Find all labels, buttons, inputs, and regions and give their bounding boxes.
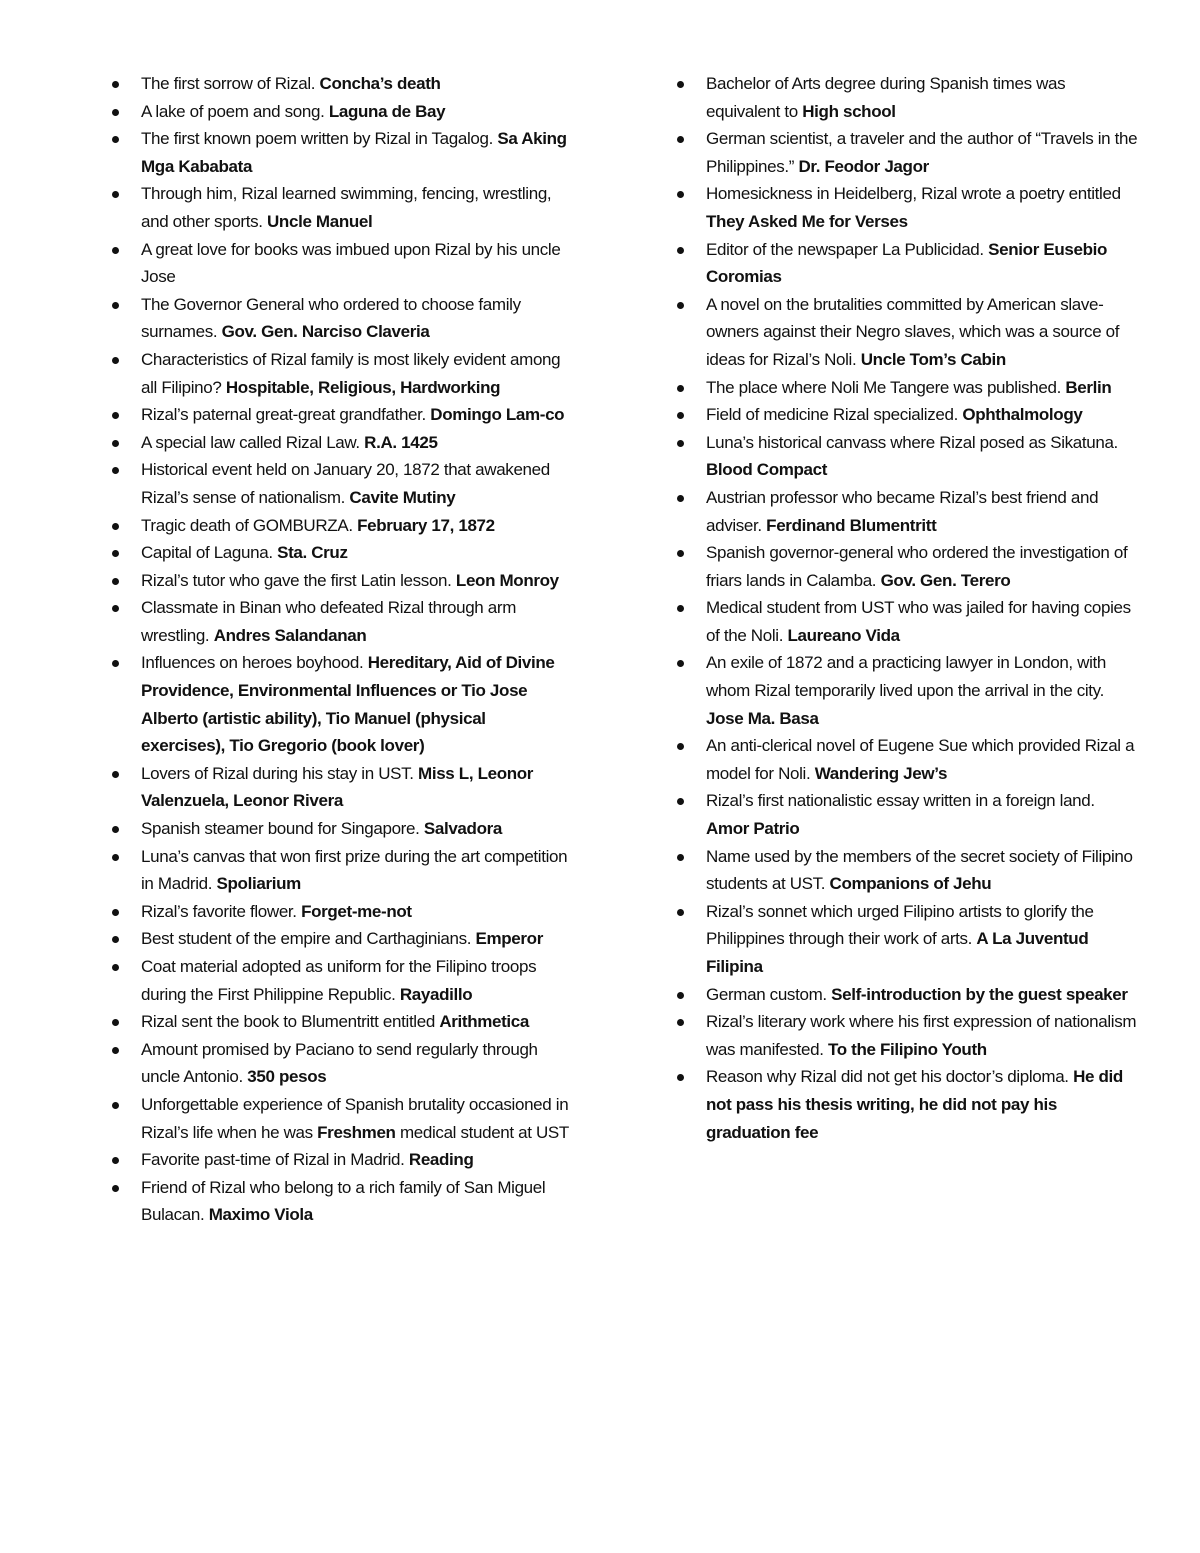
question-text: Bachelor of Arts degree during Spanish times was equivalent to bbox=[706, 74, 1066, 121]
answer-text: Self-introduction by the guest speaker bbox=[831, 984, 1128, 1004]
answer-text: Domingo Lam-co bbox=[430, 405, 565, 425]
bullet-icon bbox=[677, 798, 684, 805]
bullet-icon bbox=[112, 936, 119, 943]
question-text: Rizal’s sonnet which urged Filipino artists to glorify the Philippines through their work of arts. bbox=[706, 901, 1094, 949]
bullet-icon bbox=[112, 578, 119, 585]
bullet-icon bbox=[677, 191, 684, 198]
bullet-icon bbox=[677, 247, 684, 254]
question-text: A lake of poem and song. bbox=[141, 101, 325, 121]
bullet-icon bbox=[112, 964, 119, 971]
answer-text: Emperor bbox=[475, 929, 543, 949]
list-item bbox=[677, 1008, 1139, 1063]
question-text: A special law called Rizal Law. bbox=[141, 432, 360, 452]
question-text: Rizal’s first nationalistic essay written in a foreign land. bbox=[706, 791, 1095, 811]
question-text: Historical event held on January 20, 1872 that awakened Rizal’s sense of nationalism. bbox=[141, 460, 550, 507]
question-text-continued: medical student at UST bbox=[399, 1122, 569, 1142]
list-item bbox=[112, 70, 574, 98]
answer-text: February 17, 1872 bbox=[357, 515, 495, 535]
bullet-icon bbox=[112, 1185, 119, 1192]
answer-text: R.A. 1425 bbox=[364, 432, 438, 452]
question-text: The place where Noli Me Tangere was published. bbox=[706, 377, 1061, 397]
list-item bbox=[677, 594, 1139, 649]
answer-text: Rayadillo bbox=[399, 984, 473, 1004]
answer-text: Amor Patrio bbox=[706, 819, 800, 839]
list-item bbox=[677, 787, 1139, 842]
list-item bbox=[112, 649, 574, 759]
answer-text: To the Filipino Youth bbox=[827, 1039, 987, 1059]
list-item bbox=[112, 512, 574, 540]
bullet-icon bbox=[677, 385, 684, 392]
list-item bbox=[677, 484, 1139, 539]
list-item bbox=[112, 1008, 574, 1036]
question-text: Amount promised by Paciano to send regularly through uncle Antonio. bbox=[141, 1039, 538, 1087]
bullet-icon bbox=[677, 550, 684, 557]
bullet-icon bbox=[112, 909, 119, 916]
question-text: The first sorrow of Rizal. bbox=[141, 74, 316, 93]
bullet-icon bbox=[677, 605, 684, 612]
bullet-icon bbox=[112, 191, 119, 198]
question-text: Austrian professor who became Rizal’s best friend and adviser. bbox=[706, 487, 1099, 535]
list-item bbox=[677, 898, 1139, 981]
list-item bbox=[677, 981, 1139, 1009]
question-text: A novel on the brutalities committed by American slave-owners against their Negro slaves, which was a source of ideas for Rizal’s Noli. bbox=[706, 294, 1120, 369]
bullet-icon bbox=[112, 854, 119, 861]
list-item bbox=[677, 1063, 1139, 1146]
list-item bbox=[112, 291, 574, 346]
question-text: Lovers of Rizal during his stay in UST. bbox=[141, 763, 414, 783]
list-item bbox=[677, 236, 1139, 291]
bullet-icon bbox=[677, 909, 684, 916]
list-item bbox=[677, 125, 1139, 180]
answer-text: Gov. Gen. Narciso Claveria bbox=[221, 322, 430, 342]
bullet-icon bbox=[112, 1157, 119, 1164]
question-text: Homesickness in Heidelberg, Rizal wrote a poetry entitled bbox=[706, 184, 1121, 204]
answer-text: Arithmetica bbox=[439, 1012, 530, 1032]
question-text: Unforgettable experience of Spanish brutality occasioned in Rizal’s life when he was bbox=[141, 1094, 569, 1142]
answer-text: Ophthalmology bbox=[962, 405, 1083, 425]
question-text: Tragic death of GOMBURZA. bbox=[141, 515, 353, 535]
bullet-icon bbox=[112, 136, 119, 143]
answer-text: 350 pesos bbox=[247, 1067, 327, 1087]
question-text: Rizal’s favorite flower. bbox=[141, 901, 297, 921]
list-item bbox=[677, 291, 1139, 374]
list-item bbox=[112, 346, 574, 401]
bullet-icon bbox=[112, 660, 119, 667]
bullet-icon bbox=[112, 1102, 119, 1109]
bullet-icon bbox=[112, 550, 119, 557]
question-text: The first known poem written by Rizal in Tagalog. bbox=[141, 129, 493, 149]
question-text: Classmate in Binan who defeated Rizal through arm wrestling. bbox=[141, 598, 517, 645]
question-text: The Governor General who ordered to choose family surnames. bbox=[141, 294, 521, 342]
list-item bbox=[112, 898, 574, 926]
answer-text: Cavite Mutiny bbox=[349, 487, 456, 507]
question-text: An exile of 1872 and a practicing lawyer in London, with whom Rizal temporarily lived upon the arrival in the city. bbox=[706, 653, 1106, 701]
list-item bbox=[677, 843, 1139, 898]
list-item bbox=[112, 925, 574, 953]
list-item bbox=[112, 843, 574, 898]
question-text: Influences on heroes boyhood. bbox=[141, 653, 364, 673]
list-item bbox=[677, 732, 1139, 787]
answer-text: Blood Compact bbox=[706, 460, 828, 480]
list-item bbox=[677, 70, 1139, 125]
list-item bbox=[112, 236, 574, 291]
answer-text: Forget-me-not bbox=[301, 901, 412, 921]
answer-text: Hereditary, Aid of Divine Providence, Environmental Influences or Tio Jose Alberto (artistic ability), Tio Manuel (physical exercises), Tio Gregorio (book lover) bbox=[141, 653, 555, 756]
answer-text: Andres Salandanan bbox=[213, 625, 367, 645]
question-text: Characteristics of Rizal family is most likely evident among all Filipino? bbox=[141, 349, 561, 397]
bullet-icon bbox=[677, 1074, 684, 1081]
list-item bbox=[112, 953, 574, 1008]
answer-text: High school bbox=[802, 101, 896, 121]
question-text: Luna’s canvas that won first prize during the art competition in Madrid. bbox=[141, 846, 568, 894]
question-text: Reason why Rizal did not get his doctor’s diploma. bbox=[706, 1067, 1069, 1087]
answer-text: Miss L, Leonor Valenzuela, Leonor Rivera bbox=[141, 763, 534, 811]
question-text: German custom. bbox=[706, 984, 827, 1004]
bullet-icon bbox=[112, 1047, 119, 1054]
bullet-icon bbox=[677, 412, 684, 419]
bullet-icon bbox=[677, 495, 684, 502]
list-item bbox=[677, 649, 1139, 732]
answer-text: He did not pass his thesis writing, he did not pay his graduation fee bbox=[706, 1067, 1123, 1142]
question-text: Capital of Laguna. bbox=[141, 543, 273, 563]
list-item bbox=[112, 180, 574, 235]
list-item bbox=[112, 429, 574, 457]
bullet-icon bbox=[677, 854, 684, 861]
question-text: Field of medicine Rizal specialized. bbox=[706, 405, 958, 425]
list-item bbox=[112, 1146, 574, 1174]
bullet-icon bbox=[112, 1019, 119, 1026]
answer-text: Salvadora bbox=[423, 819, 502, 839]
question-text: Best student of the empire and Carthaginians. bbox=[141, 929, 472, 949]
list-item bbox=[112, 401, 574, 429]
list-item bbox=[112, 98, 574, 126]
bullet-icon bbox=[112, 523, 119, 530]
bullet-icon bbox=[112, 771, 119, 778]
question-text: Spanish steamer bound for Singapore. bbox=[141, 819, 420, 839]
answer-text: Freshmen bbox=[317, 1122, 396, 1142]
list-item bbox=[112, 1091, 574, 1146]
answer-text: A La Juventud Filipina bbox=[706, 929, 1089, 976]
bullet-icon bbox=[677, 660, 684, 667]
list-item bbox=[112, 125, 574, 180]
list-item bbox=[112, 567, 574, 595]
list-item bbox=[677, 374, 1139, 402]
question-text: Friend of Rizal who belong to a rich family of San Miguel Bulacan. bbox=[141, 1177, 546, 1225]
question-text: An anti-clerical novel of Eugene Sue which provided Rizal a model for Noli. bbox=[706, 736, 1135, 783]
answer-text: Dr. Feodor Jagor bbox=[798, 156, 929, 176]
question-text: Rizal’s tutor who gave the first Latin lesson. bbox=[141, 570, 452, 590]
bullet-icon bbox=[112, 826, 119, 833]
question-text: Spanish governor-general who ordered the investigation of friars lands in Calamba. bbox=[706, 543, 1128, 590]
answer-text: Hospitable, Religious, Hardworking bbox=[225, 377, 501, 397]
question-text: A great love for books was imbued upon Rizal by his uncle Jose bbox=[141, 239, 561, 287]
question-text: Favorite past-time of Rizal in Madrid. bbox=[141, 1150, 405, 1170]
bullet-icon bbox=[677, 1019, 684, 1026]
bullet-icon bbox=[112, 247, 119, 254]
answer-text: They Asked Me for Verses bbox=[706, 211, 908, 231]
answer-text: Uncle Manuel bbox=[267, 211, 373, 231]
bullet-icon bbox=[677, 440, 684, 447]
list-item bbox=[677, 401, 1139, 429]
question-text: Rizal sent the book to Blumentritt entitled bbox=[141, 1012, 435, 1032]
answer-text: Spoliarium bbox=[216, 874, 301, 894]
right-column-list bbox=[677, 70, 1139, 1146]
answer-text: Concha’s death bbox=[319, 74, 441, 93]
question-text: Name used by the members of the secret society of Filipino students at UST. bbox=[706, 846, 1133, 894]
left-column-list bbox=[112, 70, 574, 1229]
answer-text: Wandering Jew’s bbox=[814, 763, 948, 783]
question-text: Luna’s historical canvass where Rizal posed as Sikatuna. bbox=[706, 432, 1118, 452]
question-text: Editor of the newspaper La Publicidad. bbox=[706, 239, 984, 259]
list-item bbox=[112, 539, 574, 567]
bullet-icon bbox=[677, 302, 684, 309]
bullet-icon bbox=[112, 440, 119, 447]
answer-text: Maximo Viola bbox=[208, 1205, 313, 1225]
bullet-icon bbox=[677, 743, 684, 750]
answer-text: Sta. Cruz bbox=[277, 543, 348, 563]
bullet-icon bbox=[677, 136, 684, 143]
question-text: German scientist, a traveler and the author of “Travels in the Philippines.” bbox=[706, 129, 1138, 176]
question-text: Rizal’s literary work where his first expression of nationalism was manifested. bbox=[706, 1012, 1137, 1059]
list-item bbox=[112, 1174, 574, 1229]
bullet-icon bbox=[112, 467, 119, 474]
answer-text: Companions of Jehu bbox=[829, 874, 992, 894]
answer-text: Laguna de Bay bbox=[328, 101, 446, 121]
list-item bbox=[112, 594, 574, 649]
answer-text: Laureano Vida bbox=[787, 625, 900, 645]
answer-text: Berlin bbox=[1065, 377, 1112, 397]
bullet-icon bbox=[112, 302, 119, 309]
list-item bbox=[677, 180, 1139, 235]
bullet-icon bbox=[112, 412, 119, 419]
answer-text: Leon Monroy bbox=[455, 570, 559, 590]
bullet-icon bbox=[112, 109, 119, 116]
answer-text: Gov. Gen. Terero bbox=[880, 570, 1011, 590]
answer-text: Jose Ma. Basa bbox=[706, 708, 819, 728]
bullet-icon bbox=[112, 357, 119, 364]
list-item bbox=[677, 539, 1139, 594]
bullet-icon bbox=[112, 605, 119, 612]
answer-text: Ferdinand Blumentritt bbox=[766, 515, 937, 535]
answer-text: Sa Aking Mga Kababata bbox=[141, 129, 567, 176]
answer-text: Reading bbox=[408, 1150, 474, 1170]
bullet-icon bbox=[112, 81, 119, 88]
list-item bbox=[112, 456, 574, 511]
question-text: Rizal’s paternal great-great grandfather. bbox=[141, 405, 426, 425]
question-text: Medical student from UST who was jailed for having copies of the Noli. bbox=[706, 598, 1131, 645]
bullet-icon bbox=[677, 81, 684, 88]
answer-text: Uncle Tom’s Cabin bbox=[860, 349, 1006, 369]
list-item bbox=[112, 815, 574, 843]
list-item bbox=[112, 760, 574, 815]
list-item bbox=[677, 429, 1139, 484]
question-text: Through him, Rizal learned swimming, fencing, wrestling, and other sports. bbox=[141, 184, 552, 231]
bullet-icon bbox=[677, 992, 684, 999]
answer-text: Senior Eusebio Coromias bbox=[706, 239, 1108, 287]
question-text: Coat material adopted as uniform for the Filipino troops during the First Philippine Republic. bbox=[141, 957, 537, 1004]
list-item bbox=[112, 1036, 574, 1091]
